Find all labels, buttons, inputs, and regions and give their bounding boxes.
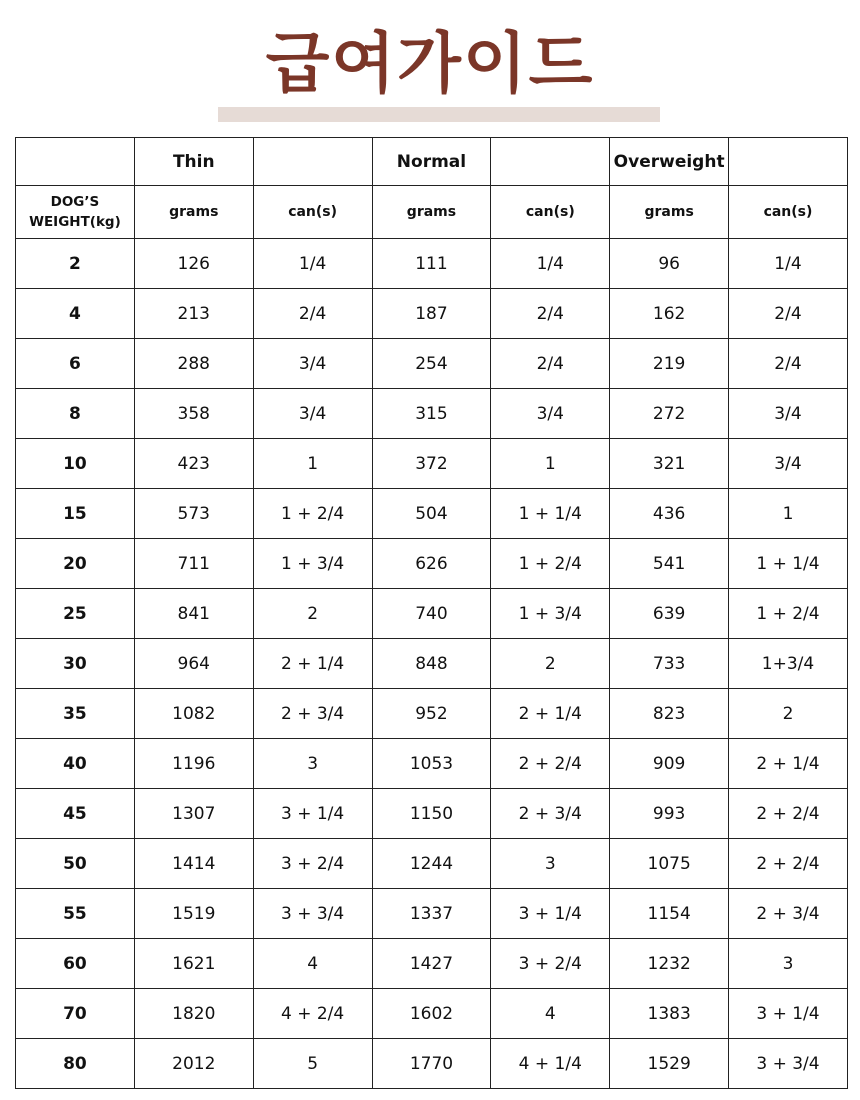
overweight-cans-cell: 1 + 1/4 xyxy=(729,539,848,589)
normal-grams-cell: 1602 xyxy=(372,989,491,1039)
weight-cell: 4 xyxy=(16,289,135,339)
normal-grams-cell: 1053 xyxy=(372,739,491,789)
overweight-grams-cell: 1154 xyxy=(610,889,729,939)
overweight-cans-cell: 1+3/4 xyxy=(729,639,848,689)
table-row xyxy=(16,689,848,739)
overweight-cans-cell: 2/4 xyxy=(729,289,848,339)
thin-cans-cell: 5 xyxy=(253,1039,372,1089)
normal-grams-cell: 111 xyxy=(372,239,491,289)
thin-grams-cell: 1519 xyxy=(134,889,253,939)
overweight-cans-cell: 3/4 xyxy=(729,439,848,489)
normal-grams-cell: 952 xyxy=(372,689,491,739)
thin-grams-cell: 1307 xyxy=(134,789,253,839)
overweight-grams-cell: 219 xyxy=(610,339,729,389)
overweight-cans-cell: 2 + 2/4 xyxy=(729,789,848,839)
normal-cans-cell: 3 xyxy=(491,839,610,889)
thin-grams-cell: 1621 xyxy=(134,939,253,989)
weight-cell: 80 xyxy=(16,1039,135,1089)
weight-cell: 25 xyxy=(16,589,135,639)
thin-cans-cell: 2 xyxy=(253,589,372,639)
header-overweight-grams: grams xyxy=(610,186,729,239)
thin-cans-cell: 2 + 1/4 xyxy=(253,639,372,689)
header-row-groups xyxy=(16,138,848,186)
thin-grams-cell: 213 xyxy=(134,289,253,339)
normal-cans-cell: 2/4 xyxy=(491,339,610,389)
normal-cans-cell: 2 xyxy=(491,639,610,689)
overweight-grams-cell: 321 xyxy=(610,439,729,489)
table-row xyxy=(16,289,848,339)
weight-cell: 50 xyxy=(16,839,135,889)
normal-grams-cell: 1337 xyxy=(372,889,491,939)
thin-cans-cell: 2 + 3/4 xyxy=(253,689,372,739)
overweight-cans-cell: 3 + 3/4 xyxy=(729,1039,848,1089)
page-title: 급여가이드 xyxy=(265,25,595,102)
overweight-cans-cell: 2/4 xyxy=(729,339,848,389)
normal-cans-cell: 2 + 1/4 xyxy=(491,689,610,739)
weight-cell: 20 xyxy=(16,539,135,589)
thin-cans-cell: 4 xyxy=(253,939,372,989)
normal-cans-cell: 2 + 3/4 xyxy=(491,789,610,839)
header-empty-cell xyxy=(16,138,135,186)
header-thin-grams: grams xyxy=(134,186,253,239)
thin-cans-cell: 1/4 xyxy=(253,239,372,289)
table-row xyxy=(16,439,848,489)
table-row xyxy=(16,789,848,839)
header-group-thin: Thin xyxy=(134,138,253,186)
thin-cans-cell: 3 xyxy=(253,739,372,789)
title-underline xyxy=(218,107,660,122)
table-row xyxy=(16,889,848,939)
overweight-grams-cell: 823 xyxy=(610,689,729,739)
thin-grams-cell: 1196 xyxy=(134,739,253,789)
normal-grams-cell: 315 xyxy=(372,389,491,439)
normal-grams-cell: 848 xyxy=(372,639,491,689)
normal-grams-cell: 740 xyxy=(372,589,491,639)
normal-cans-cell: 4 + 1/4 xyxy=(491,1039,610,1089)
normal-grams-cell: 1770 xyxy=(372,1039,491,1089)
weight-cell: 2 xyxy=(16,239,135,289)
overweight-grams-cell: 993 xyxy=(610,789,729,839)
weight-cell: 8 xyxy=(16,389,135,439)
weight-cell: 10 xyxy=(16,439,135,489)
weight-cell: 70 xyxy=(16,989,135,1039)
normal-cans-cell: 2 + 2/4 xyxy=(491,739,610,789)
table-row xyxy=(16,389,848,439)
weight-cell: 6 xyxy=(16,339,135,389)
thin-grams-cell: 2012 xyxy=(134,1039,253,1089)
header-thin-cans: can(s) xyxy=(253,186,372,239)
thin-grams-cell: 423 xyxy=(134,439,253,489)
overweight-grams-cell: 162 xyxy=(610,289,729,339)
thin-cans-cell: 3/4 xyxy=(253,339,372,389)
normal-grams-cell: 1150 xyxy=(372,789,491,839)
header-group-normal: Normal xyxy=(372,138,491,186)
overweight-grams-cell: 1075 xyxy=(610,839,729,889)
thin-cans-cell: 3 + 2/4 xyxy=(253,839,372,889)
normal-cans-cell: 4 xyxy=(491,989,610,1039)
overweight-grams-cell: 436 xyxy=(610,489,729,539)
normal-cans-cell: 2/4 xyxy=(491,289,610,339)
overweight-cans-cell: 2 + 2/4 xyxy=(729,839,848,889)
table-row xyxy=(16,839,848,889)
thin-grams-cell: 573 xyxy=(134,489,253,539)
normal-grams-cell: 626 xyxy=(372,539,491,589)
header-empty-cell xyxy=(253,138,372,186)
thin-grams-cell: 1414 xyxy=(134,839,253,889)
weight-cell: 30 xyxy=(16,639,135,689)
normal-grams-cell: 504 xyxy=(372,489,491,539)
table-row xyxy=(16,589,848,639)
weight-cell: 45 xyxy=(16,789,135,839)
header-empty-cell xyxy=(729,138,848,186)
table-row xyxy=(16,989,848,1039)
normal-cans-cell: 3/4 xyxy=(491,389,610,439)
thin-cans-cell: 2/4 xyxy=(253,289,372,339)
weight-cell: 40 xyxy=(16,739,135,789)
overweight-cans-cell: 1 xyxy=(729,489,848,539)
table-row xyxy=(16,539,848,589)
table-row xyxy=(16,489,848,539)
thin-grams-cell: 288 xyxy=(134,339,253,389)
thin-grams-cell: 711 xyxy=(134,539,253,589)
normal-grams-cell: 254 xyxy=(372,339,491,389)
thin-grams-cell: 126 xyxy=(134,239,253,289)
table-row xyxy=(16,1039,848,1089)
normal-cans-cell: 3 + 1/4 xyxy=(491,889,610,939)
normal-cans-cell: 1 xyxy=(491,439,610,489)
normal-cans-cell: 1 + 3/4 xyxy=(491,589,610,639)
header-normal-cans: can(s) xyxy=(491,186,610,239)
weight-cell: 35 xyxy=(16,689,135,739)
overweight-cans-cell: 3 + 1/4 xyxy=(729,989,848,1039)
thin-grams-cell: 358 xyxy=(134,389,253,439)
overweight-grams-cell: 1383 xyxy=(610,989,729,1039)
table-row xyxy=(16,739,848,789)
thin-cans-cell: 1 + 2/4 xyxy=(253,489,372,539)
overweight-cans-cell: 3 xyxy=(729,939,848,989)
normal-grams-cell: 187 xyxy=(372,289,491,339)
thin-cans-cell: 1 xyxy=(253,439,372,489)
overweight-cans-cell: 2 + 3/4 xyxy=(729,889,848,939)
overweight-grams-cell: 733 xyxy=(610,639,729,689)
normal-grams-cell: 372 xyxy=(372,439,491,489)
thin-cans-cell: 3 + 3/4 xyxy=(253,889,372,939)
normal-cans-cell: 1/4 xyxy=(491,239,610,289)
overweight-cans-cell: 3/4 xyxy=(729,389,848,439)
thin-cans-cell: 4 + 2/4 xyxy=(253,989,372,1039)
normal-cans-cell: 1 + 2/4 xyxy=(491,539,610,589)
table-row xyxy=(16,639,848,689)
overweight-grams-cell: 639 xyxy=(610,589,729,639)
thin-cans-cell: 3 + 1/4 xyxy=(253,789,372,839)
overweight-grams-cell: 1232 xyxy=(610,939,729,989)
thin-grams-cell: 841 xyxy=(134,589,253,639)
normal-grams-cell: 1427 xyxy=(372,939,491,989)
header-overweight-cans: can(s) xyxy=(729,186,848,239)
overweight-cans-cell: 1/4 xyxy=(729,239,848,289)
thin-grams-cell: 1082 xyxy=(134,689,253,739)
overweight-grams-cell: 1529 xyxy=(610,1039,729,1089)
thin-grams-cell: 1820 xyxy=(134,989,253,1039)
header-dog-weight: DOG’S WEIGHT(kg) xyxy=(16,186,135,239)
header-normal-grams: grams xyxy=(372,186,491,239)
header-group-overweight: Overweight xyxy=(610,138,729,186)
overweight-grams-cell: 909 xyxy=(610,739,729,789)
thin-cans-cell: 1 + 3/4 xyxy=(253,539,372,589)
overweight-grams-cell: 96 xyxy=(610,239,729,289)
header-empty-cell xyxy=(491,138,610,186)
overweight-grams-cell: 272 xyxy=(610,389,729,439)
weight-cell: 55 xyxy=(16,889,135,939)
overweight-cans-cell: 1 + 2/4 xyxy=(729,589,848,639)
header-row-units xyxy=(16,186,848,239)
thin-grams-cell: 964 xyxy=(134,639,253,689)
table-row xyxy=(16,339,848,389)
normal-cans-cell: 1 + 1/4 xyxy=(491,489,610,539)
normal-grams-cell: 1244 xyxy=(372,839,491,889)
normal-cans-cell: 3 + 2/4 xyxy=(491,939,610,989)
overweight-cans-cell: 2 xyxy=(729,689,848,739)
overweight-grams-cell: 541 xyxy=(610,539,729,589)
table-row xyxy=(16,239,848,289)
table-row xyxy=(16,939,848,989)
weight-cell: 15 xyxy=(16,489,135,539)
thin-cans-cell: 3/4 xyxy=(253,389,372,439)
feeding-guide-table xyxy=(15,137,848,1089)
weight-cell: 60 xyxy=(16,939,135,989)
overweight-cans-cell: 2 + 1/4 xyxy=(729,739,848,789)
